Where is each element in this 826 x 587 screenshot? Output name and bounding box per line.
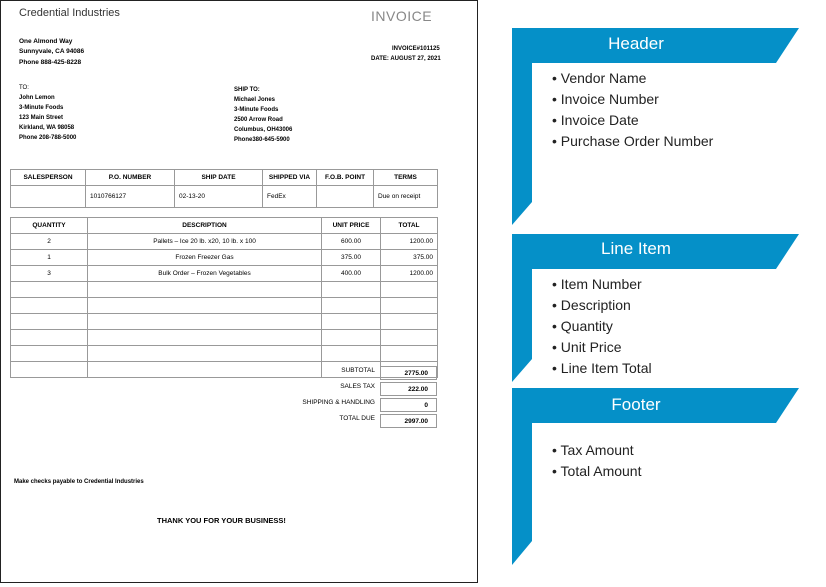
header-panel-list [552,68,713,152]
table-cell: Bulk Order – Frozen Vegetables [88,266,322,282]
company-name: Credential Industries [19,7,120,19]
total-due-label: TOTAL DUE [339,415,375,422]
ship-to-line: Phone380-645-5900 [234,137,290,143]
line-item-panel-title: Line Item [601,239,671,258]
list-item: • Invoice Number [552,91,659,107]
table-cell: 1 [11,250,88,266]
ship-to-label: SHIP TO: [234,87,260,93]
sales-tax-label: SALES TAX [340,383,375,390]
bill-to-line: John Lemon [19,95,55,101]
table-cell: 400.00 [322,266,381,282]
line-items-table [10,217,438,378]
list-item: • Description [552,297,631,313]
table-cell: 600.00 [322,234,381,250]
footer-panel-title: Footer [611,395,661,414]
table-cell: Pallets – Ice 20 lb. x20, 10 lb. x 100 [88,234,322,250]
bill-to-line: Kirkland, WA 98058 [19,125,75,131]
table-cell [317,186,374,208]
table-cell: 375.00 [381,250,438,266]
col-header: UNIT PRICE [322,218,381,234]
sales-tax-value: 222.00 [380,382,437,396]
address-line: One Almond Way [19,38,73,45]
bill-to [19,83,76,143]
header-panel-title: Header [608,34,664,53]
list-item: • Unit Price [552,339,622,355]
shipping-label: SHIPPING & HANDLING [302,399,375,406]
list-item: • Invoice Date [552,112,639,128]
bill-to-line: 3-Minute Foods [19,105,64,111]
col-header: P.O. NUMBER [86,170,175,186]
payable-note: Make checks payable to Credential Industries [14,479,144,485]
vendor-address [19,37,84,68]
total-due-value: 2997.00 [380,414,437,428]
col-header: TERMS [374,170,438,186]
table-row [11,186,438,208]
list-item: • Purchase Order Number [552,133,714,149]
list-item: • Line Item Total [552,360,652,376]
shipping-value: 0 [380,398,437,412]
col-header: QUANTITY [11,218,88,234]
table-row-empty [11,346,438,362]
ship-to-line: 2500 Arrow Road [234,117,283,123]
list-item: • Total Amount [552,463,642,479]
col-header: SHIP DATE [175,170,263,186]
bill-to-line: Phone 208-788-5000 [19,135,77,141]
list-item: • Tax Amount [552,442,634,458]
table-row-empty [11,330,438,346]
table-row-empty [11,298,438,314]
table-cell: 2 [11,234,88,250]
invoice-date: DATE: AUGUST 27, 2021 [371,56,441,62]
col-header: TOTAL [381,218,438,234]
table-row [11,234,438,250]
table-row [11,250,438,266]
table-cell: Frozen Freezer Gas [88,250,322,266]
table-cell: 02-13-20 [175,186,263,208]
table-cell: 3 [11,266,88,282]
list-item: • Quantity [552,318,613,334]
ship-to-line: 3-Minute Foods [234,107,279,113]
address-line: Phone 888-425-8228 [19,59,82,66]
thank-you-note: THANK YOU FOR YOUR BUSINESS! [157,516,286,525]
address-line: Sunnyvale, CA 94086 [19,48,85,55]
table-cell [11,186,86,208]
table-row-empty [11,282,438,298]
table-cell: 1200.00 [381,234,438,250]
table-row-empty [11,314,438,330]
col-header: DESCRIPTION [88,218,322,234]
col-header: SHIPPED VIA [263,170,317,186]
col-header: F.O.B. POINT [317,170,374,186]
order-info-table [10,169,438,208]
table-cell: FedEx [263,186,317,208]
ship-to [234,85,292,145]
ship-to-line: Columbus, OH43006 [234,127,293,133]
invoice-number: INVOICE#101125 [392,46,440,52]
footer-panel-list [552,440,641,482]
bill-to-label: TO: [19,85,29,91]
invoice-title: INVOICE [371,8,433,24]
list-item: • Item Number [552,276,642,292]
line-item-panel-list [552,274,652,379]
table-cell: Due on receipt [374,186,438,208]
subtotal-value: 2775.00 [380,366,437,380]
bill-to-line: 123 Main Street [19,115,64,121]
table-cell: 1200.00 [381,266,438,282]
col-header: SALESPERSON [11,170,86,186]
subtotal-label: SUBTOTAL [341,367,375,374]
list-item: • Vendor Name [552,70,647,86]
table-cell: 375.00 [322,250,381,266]
table-row [11,266,438,282]
ship-to-line: Michael Jones [234,97,276,103]
table-cell: 1010766127 [86,186,175,208]
